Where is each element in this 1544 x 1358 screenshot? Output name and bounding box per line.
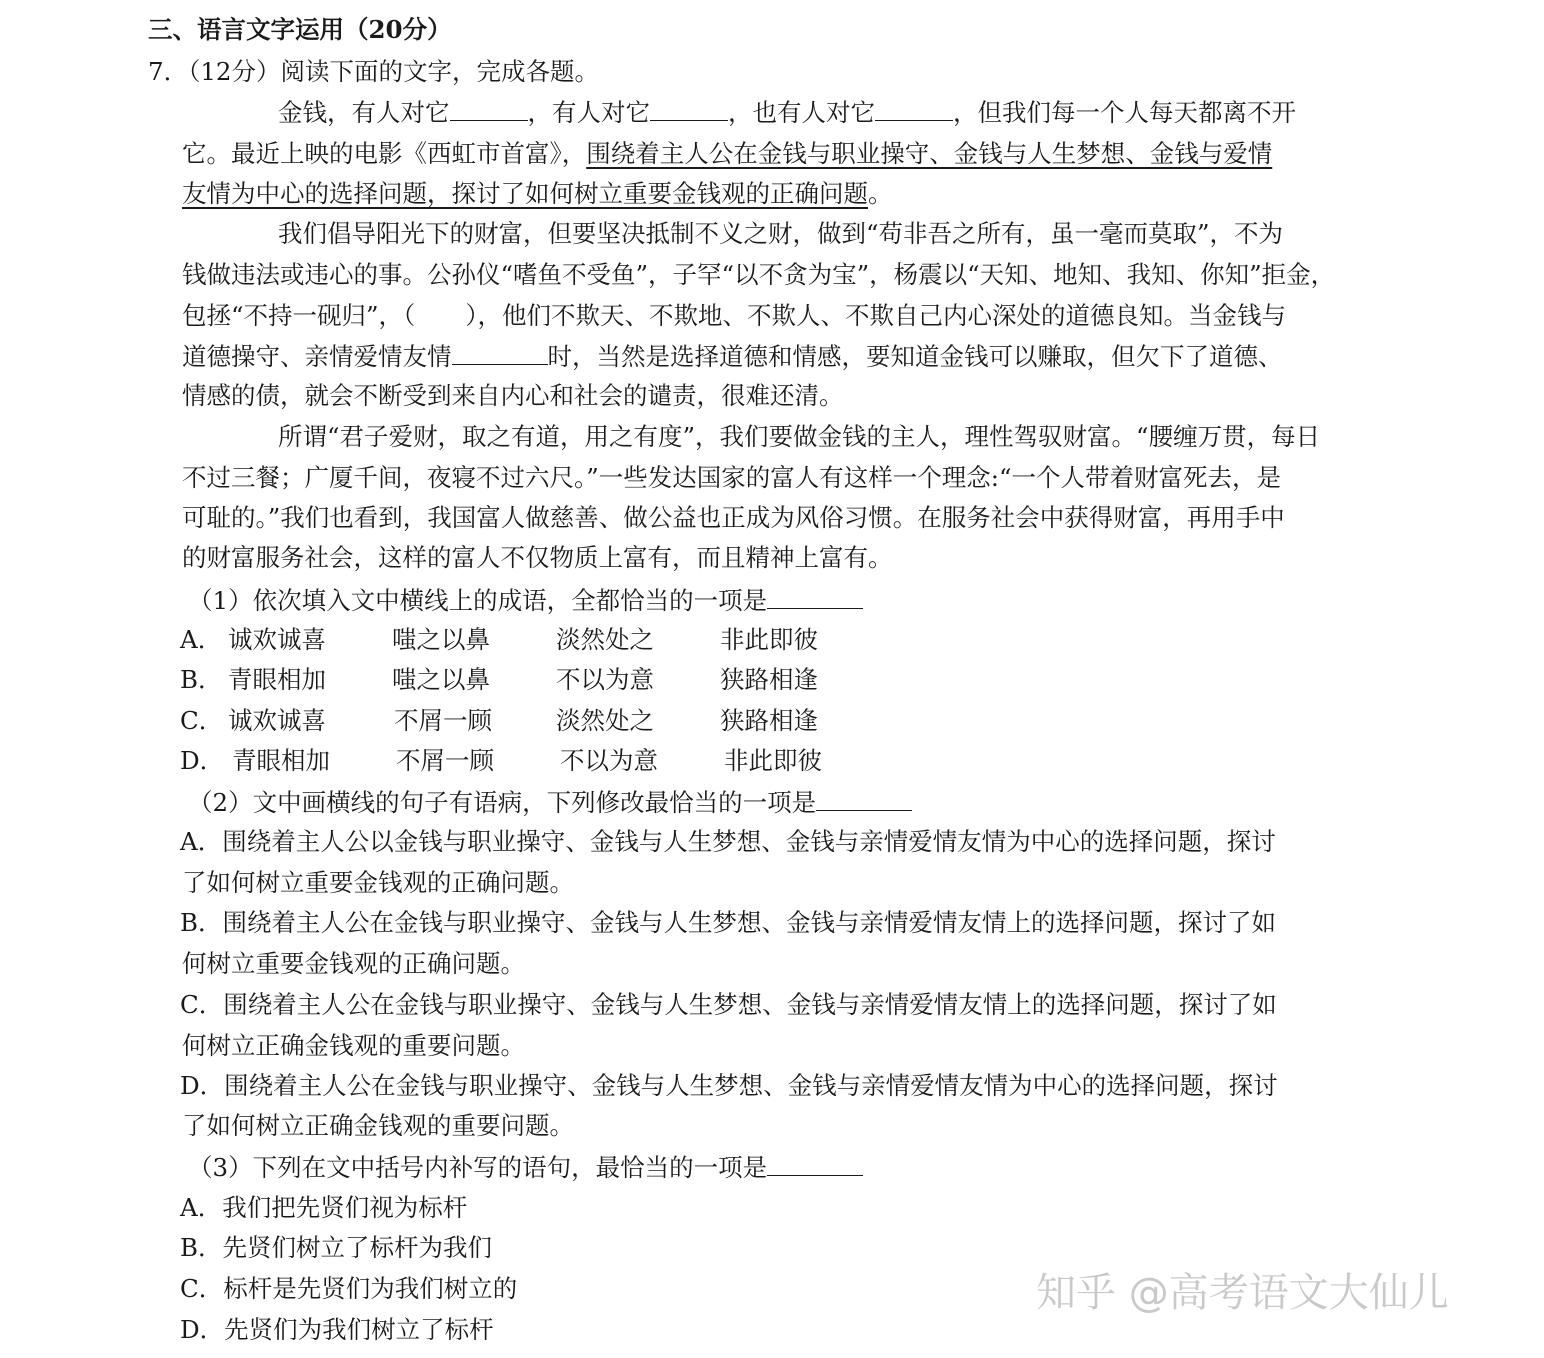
sub2-option-a-cont: 了如何树立重要金钱观的正确问题。	[182, 868, 574, 897]
option-word: 狭路相逢	[720, 706, 818, 735]
p2-text: 包拯“不持一砚归”，（	[182, 301, 416, 330]
option-word: 青眼相加	[228, 665, 326, 694]
prompt-text: （1）依次填入文中横线上的成语，全都恰当的一项是	[188, 586, 768, 615]
option-word: 不屑一顾	[394, 706, 492, 735]
option-word: 不以为意	[556, 665, 654, 694]
option-word: 非此即彼	[720, 625, 818, 654]
passage-p2-line5: 情感的债，就会不断受到来自内心和社会的谴责，很难还清。	[182, 381, 844, 410]
answer-blank-2	[816, 786, 912, 811]
passage-p3-line1: 所谓“君子爱财，取之有道，用之有度”，我们要做金钱的主人，理性驾驭财富。“腰缠万贯，每日	[278, 422, 1321, 451]
option-word: 嗤之以鼻	[392, 665, 490, 694]
passage-p2-line3	[182, 300, 1286, 332]
option-word: 青眼相加	[232, 746, 330, 775]
sub3-option-d[interactable]: D．先贤们为我们树立了标杆	[180, 1315, 494, 1344]
sub1-option-c[interactable]	[180, 705, 818, 737]
option-word: 嗤之以鼻	[392, 625, 490, 654]
fill-blank-3	[875, 96, 953, 121]
passage-p3-line4: 的财富服务社会，这样的富人不仅物质上富有，而且精神上富有。	[182, 543, 893, 572]
fill-blank-4	[452, 340, 548, 365]
option-word: 诚欢诚喜	[228, 625, 326, 654]
sub2-option-d-cont: 了如何树立正确金钱观的重要问题。	[182, 1111, 574, 1140]
passage-p2-line1: 我们倡导阳光下的财富，但要坚决抵制不义之财，做到“苟非吾之所有，虽一毫而莫取”，不为	[278, 219, 1284, 248]
sub2-option-c-cont: 何树立正确金钱观的重要问题。	[182, 1031, 525, 1060]
passage-p1-line3	[182, 178, 893, 210]
p2-text: ），他们不欺天、不欺地、不欺人、不欺自己内心深处的道德良知。当金钱与	[465, 301, 1287, 330]
p1-text: 它。最近上映的电影《西虹市首富》，	[182, 139, 587, 168]
p1-text: 。	[868, 179, 893, 208]
option-word: 淡然处之	[556, 625, 654, 654]
option-label: B．	[180, 665, 223, 694]
sub3-option-a[interactable]: A．我们把先贤们视为标杆	[180, 1193, 468, 1222]
sub1-option-a[interactable]	[180, 624, 818, 656]
section-title: 三、语言文字运用（20分）	[148, 15, 452, 44]
zhihu-watermark: 知乎 @高考语文大仙儿	[1036, 1270, 1449, 1316]
option-word: 狭路相逢	[720, 665, 818, 694]
sub1-option-d[interactable]	[180, 745, 822, 777]
underlined-sentence: 友情为中心的选择问题，探讨了如何树立重要金钱观的正确问题	[182, 179, 868, 208]
p1-text: ，也有人对它	[728, 98, 875, 127]
option-word: 不以为意	[560, 746, 658, 775]
question-header: 7．（12分）阅读下面的文字，完成各题。	[148, 57, 600, 86]
subquestion-2-prompt	[188, 786, 912, 819]
sub2-option-c[interactable]: C．围绕着主人公在金钱与职业操守、金钱与人生梦想、金钱与亲情爱情友情上的选择问题，探讨了如	[180, 990, 1277, 1019]
answer-blank-1	[767, 584, 863, 609]
passage-p3-line2: 不过三餐；广厦千间，夜寝不过六尺。”一些发达国家的富人有这样一个理念:“一个人带着财富死去，是	[182, 463, 1282, 492]
option-label: A．	[180, 625, 223, 654]
sub3-option-c[interactable]: C．标杆是先贤们为我们树立的	[180, 1274, 518, 1303]
sub2-option-d[interactable]: D．围绕着主人公在金钱与职业操守、金钱与人生梦想、金钱与亲情爱情友情为中心的选择问题，探讨	[180, 1071, 1278, 1100]
passage-p3-line3: 可耻的。”我们也看到，我国富人做慈善、做公益也正成为风俗习惯。在服务社会中获得财富，再用手中	[182, 503, 1285, 532]
p2-text: 道德操守、亲情爱情友情	[182, 342, 452, 371]
p2-text: 时，当然是选择道德和情感，要知道金钱可以赚取，但欠下了道德、	[547, 342, 1283, 371]
option-word: 非此即彼	[724, 746, 822, 775]
passage-p2-line4	[182, 340, 1283, 373]
sub2-option-b-cont: 何树立重要金钱观的正确问题。	[182, 949, 525, 978]
p1-text: ，有人对它	[527, 98, 650, 127]
sub1-option-b[interactable]	[180, 664, 818, 696]
sub2-option-a[interactable]: A．围绕着主人公以金钱与职业操守、金钱与人生梦想、金钱与亲情爱情友情为中心的选择问题，探讨	[180, 827, 1276, 856]
p1-text: 金钱，有人对它	[278, 98, 450, 127]
fill-blank-1	[450, 96, 528, 121]
prompt-text: （3）下列在文中括号内补写的语句，最恰当的一项是	[188, 1153, 768, 1182]
option-label: D．	[180, 746, 225, 775]
passage-p2-line2: 钱做违法或违心的事。公孙仪“嗜鱼不受鱼”，子罕“以不贪为宝”，杨震以“天知、地知、我知、你知”拒金，	[182, 260, 1336, 289]
option-label: C．	[180, 706, 224, 735]
option-word: 不屑一顾	[396, 746, 494, 775]
sub2-option-b[interactable]: B．围绕着主人公在金钱与职业操守、金钱与人生梦想、金钱与亲情爱情友情上的选择问题，探讨了如	[180, 908, 1276, 937]
option-word: 诚欢诚喜	[228, 706, 326, 735]
option-word: 淡然处之	[556, 706, 654, 735]
passage-p1-line2	[182, 138, 1272, 170]
prompt-text: （2）文中画横线的句子有语病，下列修改最恰当的一项是	[188, 788, 817, 817]
p1-text: ，但我们每一个人每天都离不开	[953, 98, 1296, 127]
subquestion-1-prompt	[188, 584, 863, 617]
passage-p1-line1	[278, 96, 1296, 129]
underlined-sentence: 围绕着主人公在金钱与职业操守、金钱与人生梦想、金钱与爱情	[586, 139, 1273, 168]
fill-blank-2	[650, 96, 728, 121]
sub3-option-b[interactable]: B．先贤们树立了标杆为我们	[180, 1233, 493, 1262]
answer-blank-3	[767, 1151, 863, 1176]
subquestion-3-prompt	[188, 1151, 863, 1184]
